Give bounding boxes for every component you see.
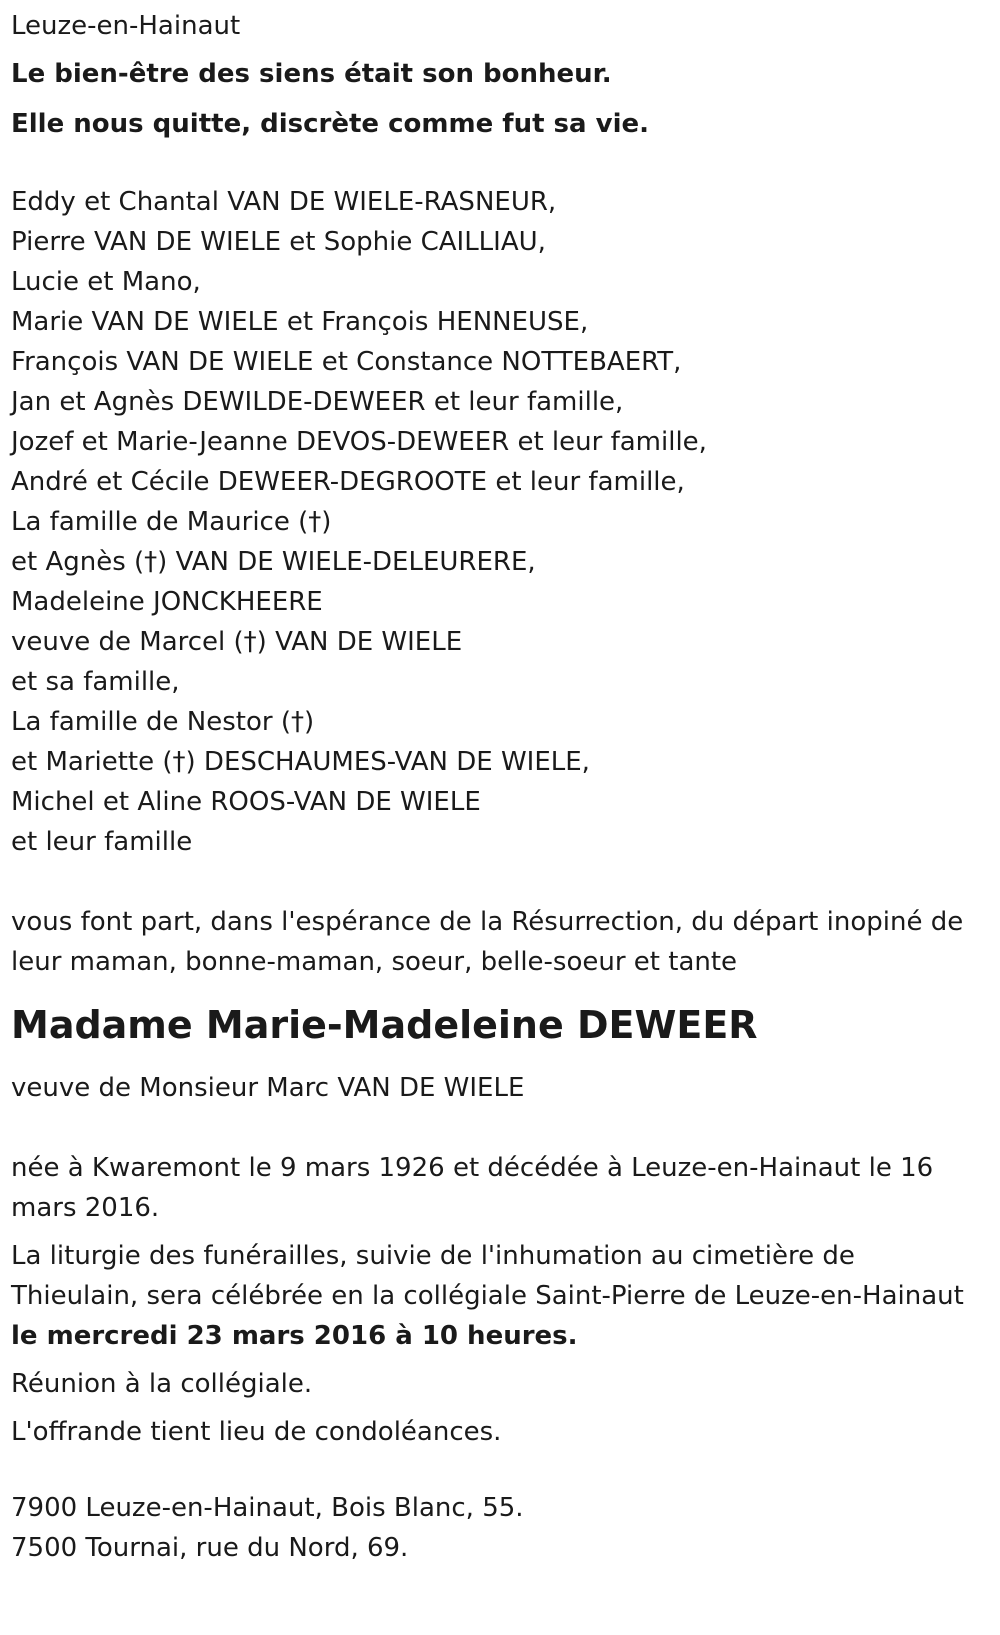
family-line: et Agnès (†) VAN DE WIELE-DELEURERE, bbox=[11, 547, 536, 577]
family-line: Eddy et Chantal VAN DE WIELE-RASNEUR, bbox=[11, 187, 557, 217]
family-line: La famille de Nestor (†) bbox=[11, 707, 315, 737]
address-line-1: 7900 Leuze-en-Hainaut, Bois Blanc, 55. bbox=[11, 1493, 524, 1523]
quote-block bbox=[11, 54, 970, 144]
family-line: Marie VAN DE WIELE et François HENNEUSE, bbox=[11, 307, 589, 337]
spacer bbox=[11, 154, 970, 182]
family-line: Jozef et Marie-Jeanne DEVOS-DEWEER et leur famille, bbox=[11, 427, 707, 457]
family-line: et Mariette (†) DESCHAUMES-VAN DE WIELE, bbox=[11, 747, 590, 777]
family-line: Jan et Agnès DEWILDE-DEWEER et leur famille, bbox=[11, 387, 624, 417]
spacer bbox=[11, 1452, 970, 1488]
header-city: Leuze-en-Hainaut bbox=[11, 11, 241, 41]
family-line: André et Cécile DEWEER-DEGROOTE et leur famille, bbox=[11, 467, 685, 497]
family-line: La famille de Maurice (†) bbox=[11, 507, 332, 537]
family-line: Madeleine JONCKHEERE bbox=[11, 587, 323, 617]
family-line: veuve de Marcel (†) VAN DE WIELE bbox=[11, 627, 463, 657]
widow-of-line: veuve de Monsieur Marc VAN DE WIELE bbox=[11, 1073, 525, 1103]
offering-line: L'offrande tient lieu de condoléances. bbox=[11, 1417, 502, 1447]
addresses-block bbox=[11, 1488, 970, 1568]
birth-death-line-1: née à Kwaremont le 9 mars 1926 et décédée à Leuze-en-Hainaut le 16 bbox=[11, 1153, 934, 1183]
birth-death-paragraph bbox=[11, 1148, 970, 1228]
family-list bbox=[11, 182, 970, 862]
spacer bbox=[11, 46, 970, 54]
funeral-date-time: le mercredi 23 mars 2016 à 10 heures. bbox=[11, 1321, 578, 1351]
spacer bbox=[11, 862, 970, 902]
address-line-2: 7500 Tournai, rue du Nord, 69. bbox=[11, 1533, 409, 1563]
family-line: et leur famille bbox=[11, 827, 193, 857]
deceased-name: Madame Marie-Madeleine DEWEER bbox=[11, 1003, 758, 1047]
announcement-line-1: vous font part, dans l'espérance de la Résurrection, du départ inopiné de bbox=[11, 907, 964, 937]
announcement-line-2: leur maman, bonne-maman, soeur, belle-soeur et tante bbox=[11, 947, 738, 977]
announcement-paragraph bbox=[11, 902, 970, 982]
family-line: François VAN DE WIELE et Constance NOTTEBAERT, bbox=[11, 347, 682, 377]
family-line: Pierre VAN DE WIELE et Sophie CAILLIAU, bbox=[11, 227, 546, 257]
funeral-line-2: Thieulain, sera célébrée en la collégiale Saint-Pierre de Leuze-en-Hainaut bbox=[11, 1281, 964, 1311]
spacer bbox=[11, 1108, 970, 1148]
family-line: Lucie et Mano, bbox=[11, 267, 201, 297]
funeral-paragraph bbox=[11, 1236, 970, 1356]
family-line: Michel et Aline ROOS-VAN DE WIELE bbox=[11, 787, 481, 817]
meeting-line: Réunion à la collégiale. bbox=[11, 1369, 313, 1399]
birth-death-line-2: mars 2016. bbox=[11, 1193, 160, 1223]
quote-line-2: Elle nous quitte, discrète comme fut sa vie. bbox=[11, 109, 650, 139]
family-line: et sa famille, bbox=[11, 667, 180, 697]
funeral-line-1: La liturgie des funérailles, suivie de l'inhumation au cimetière de bbox=[11, 1241, 855, 1271]
quote-line-1: Le bien-être des siens était son bonheur. bbox=[11, 59, 612, 89]
